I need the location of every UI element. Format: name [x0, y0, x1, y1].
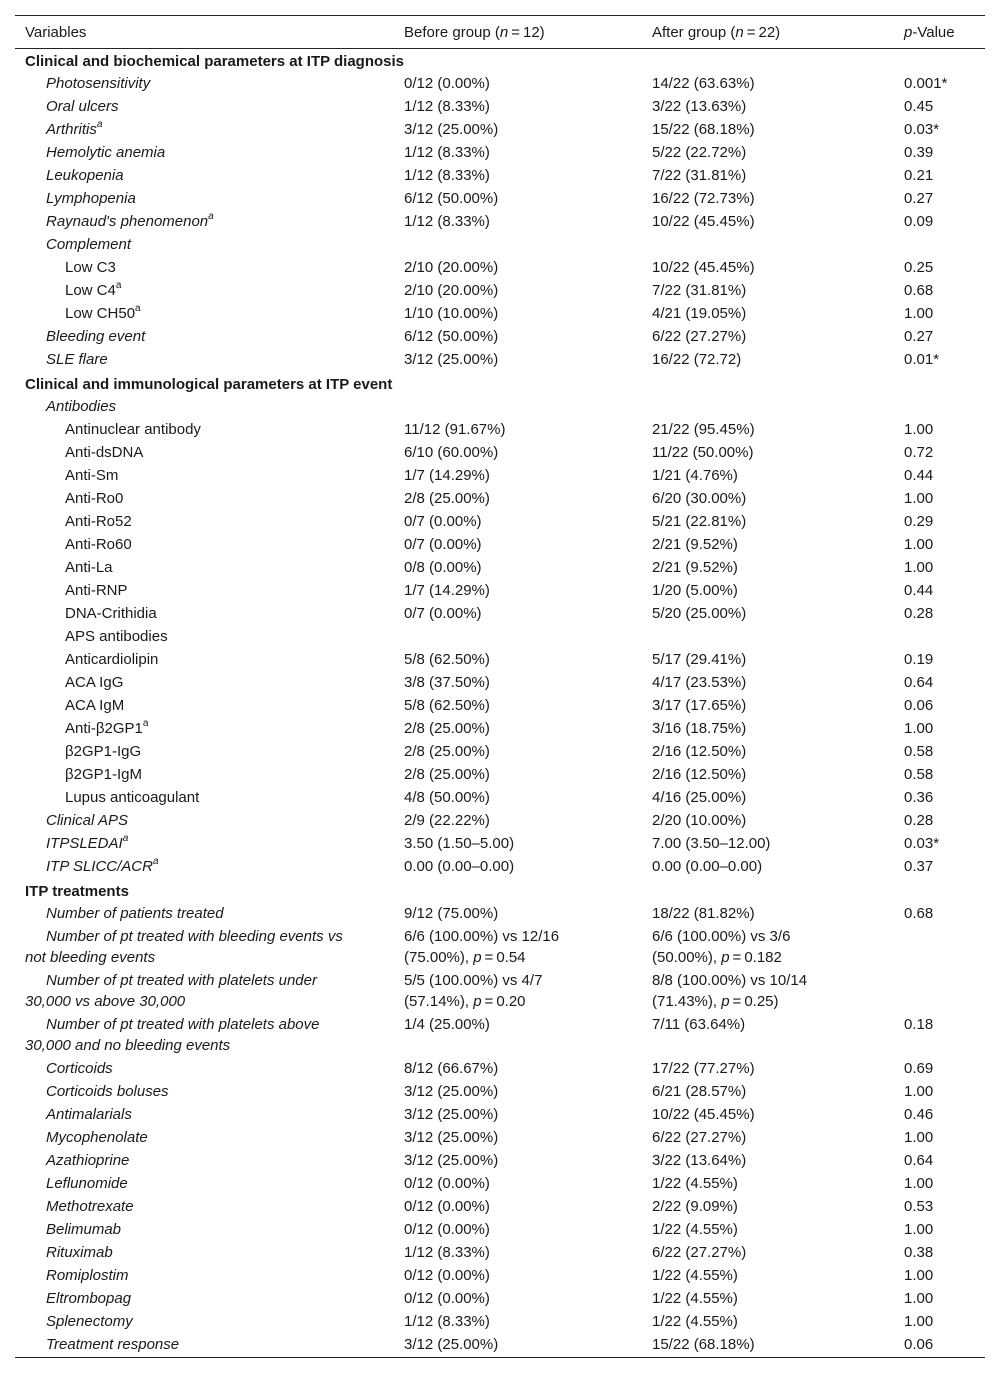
before-value: 6/10 (60.00%)	[404, 444, 499, 461]
p-value: 0.27	[904, 328, 934, 345]
table-row	[15, 488, 985, 511]
after-value: 3/17 (17.65%)	[652, 697, 747, 714]
table-row	[15, 419, 985, 442]
table-row	[15, 349, 985, 372]
p-value: 0.06	[904, 697, 934, 714]
table-row	[15, 1265, 985, 1288]
row-label: Anticardiolipin	[65, 651, 159, 668]
before-value: 1/12 (8.33%)	[404, 213, 490, 230]
before-value: 6/6 (100.00%) vs 12/16 (75.00%), p = 0.54	[404, 928, 560, 966]
before-value: 0/8 (0.00%)	[404, 559, 482, 576]
table-row	[15, 96, 985, 119]
after-value: 16/22 (72.72)	[652, 351, 742, 368]
row-label: Anti-dsDNA	[65, 444, 144, 461]
after-value: 15/22 (68.18%)	[652, 1336, 755, 1353]
row-label: Romiplostim	[46, 1267, 129, 1284]
table-row	[15, 465, 985, 488]
p-value	[894, 926, 985, 970]
after-value: 2/21 (9.52%)	[652, 536, 738, 553]
footnote-mark: a	[135, 303, 141, 314]
p-value: 0.44	[904, 467, 934, 484]
row-label: Antinuclear antibody	[65, 421, 201, 438]
after-value: 6/22 (27.27%)	[652, 1244, 747, 1261]
table-row	[15, 1334, 985, 1358]
row-label: Rituximab	[46, 1244, 113, 1261]
p-value: 0.68	[904, 905, 934, 922]
table-row	[15, 926, 985, 970]
subgroup-label: Complement	[46, 236, 132, 253]
p-value: 1.00	[904, 536, 934, 553]
after-value: 0.00 (0.00–0.00)	[652, 858, 763, 875]
row-label: Splenectomy	[46, 1313, 133, 1330]
table-row	[15, 810, 985, 833]
p-value: 1.00	[904, 1175, 934, 1192]
before-value: 1/12 (8.33%)	[404, 1313, 490, 1330]
after-value: 1/22 (4.55%)	[652, 1313, 738, 1330]
p-value: 0.19	[904, 651, 934, 668]
footnote-mark: a	[115, 280, 122, 291]
after-value: 2/20 (10.00%)	[652, 812, 747, 829]
before-value: 3/12 (25.00%)	[404, 1152, 499, 1169]
table-row	[15, 73, 985, 96]
row-label: Treatment response	[46, 1336, 180, 1353]
before-value: 3/12 (25.00%)	[404, 1083, 499, 1100]
after-value: 16/22 (72.73%)	[652, 190, 755, 207]
row-label: Clinical APS	[46, 812, 128, 829]
row-label: Leukopenia	[46, 167, 124, 184]
before-value: 3/12 (25.00%)	[404, 121, 499, 138]
section-header-row	[15, 879, 985, 903]
after-value: 7/22 (31.81%)	[652, 282, 747, 299]
after-value: 6/20 (30.00%)	[652, 490, 747, 507]
before-value: 3/8 (37.50%)	[404, 674, 490, 691]
before-value: 6/12 (50.00%)	[404, 328, 499, 345]
after-value: 18/22 (81.82%)	[652, 905, 755, 922]
row-label: Anti-Ro52	[65, 513, 132, 530]
after-value: 5/20 (25.00%)	[652, 605, 747, 622]
table-row	[15, 511, 985, 534]
after-value: 2/16 (12.50%)	[652, 743, 747, 760]
after-value: 7.00 (3.50–12.00)	[652, 835, 771, 852]
row-label: β2GP1-IgG	[65, 743, 142, 760]
p-value: 0.36	[904, 789, 934, 806]
after-value: 4/16 (25.00%)	[652, 789, 747, 806]
p-value: 0.29	[904, 513, 934, 530]
after-value: 6/22 (27.27%)	[652, 328, 747, 345]
before-value: 1/12 (8.33%)	[404, 1244, 490, 1261]
header-p-value: p-Value	[904, 23, 955, 41]
table-row	[15, 970, 985, 1014]
before-value: 0/7 (0.00%)	[404, 605, 482, 622]
after-value: 14/22 (63.63%)	[652, 75, 755, 92]
table-row	[15, 1288, 985, 1311]
before-value: 8/12 (66.67%)	[404, 1060, 499, 1077]
footnote-mark: a	[208, 211, 214, 222]
table-row	[15, 303, 985, 326]
table-row	[15, 1242, 985, 1265]
table-row	[15, 672, 985, 695]
row-label: Low C3	[65, 259, 116, 276]
before-value: 0/12 (0.00%)	[404, 1221, 490, 1238]
after-value: 10/22 (45.45%)	[652, 213, 755, 230]
after-value: 15/22 (68.18%)	[652, 121, 755, 138]
row-label: Oral ulcers	[46, 98, 119, 115]
table-row	[15, 1196, 985, 1219]
table-row	[15, 741, 985, 764]
before-value: 2/8 (25.00%)	[404, 743, 490, 760]
table-row	[15, 718, 985, 741]
table-row	[15, 856, 985, 879]
p-value: 0.18	[904, 1016, 934, 1033]
row-label: Lymphopenia	[46, 190, 136, 207]
table-row	[15, 626, 985, 649]
table-row	[15, 764, 985, 787]
before-value: 2/9 (22.22%)	[404, 812, 490, 829]
results-table-container	[15, 15, 985, 1358]
row-label: Anti-β2GP1$^a$	[65, 718, 149, 737]
before-value: 2/8 (25.00%)	[404, 766, 490, 783]
subgroup-label: APS antibodies	[65, 628, 168, 645]
p-value: 1.00	[904, 1267, 934, 1284]
table-row	[15, 142, 985, 165]
before-value: 1/7 (14.29%)	[404, 467, 490, 484]
after-value: 8/8 (100.00%) vs 10/14 (71.43%), p = 0.25)	[652, 972, 808, 1010]
table-row	[15, 1014, 985, 1058]
row-label: Number of pt treated with platelets under 30,000 vs above 30,000	[25, 972, 317, 1010]
row-label: Number of pt treated with platelets above 30,000 and no bleeding events	[25, 1016, 320, 1054]
after-value: 6/21 (28.57%)	[652, 1083, 747, 1100]
table-row	[15, 326, 985, 349]
p-value: 1.00	[904, 490, 934, 507]
table-row	[15, 188, 985, 211]
row-label: Number of patients treated	[46, 905, 224, 922]
after-value: 4/21 (19.05%)	[652, 305, 747, 322]
before-value: 0.00 (0.00–0.00)	[404, 858, 515, 875]
p-value: 0.53	[904, 1198, 934, 1215]
before-value: 2/8 (25.00%)	[404, 720, 490, 737]
after-value: 6/22 (27.27%)	[652, 1129, 747, 1146]
after-value: 21/22 (95.45%)	[652, 421, 755, 438]
after-value: 3/16 (18.75%)	[652, 720, 747, 737]
table-row	[15, 903, 985, 926]
after-value: 1/22 (4.55%)	[652, 1175, 738, 1192]
table-row	[15, 211, 985, 234]
p-value: 0.06	[904, 1336, 934, 1353]
p-value: 1.00	[904, 1129, 934, 1146]
before-value: 1/12 (8.33%)	[404, 98, 490, 115]
row-label: Corticoids	[46, 1060, 113, 1077]
after-value: 2/21 (9.52%)	[652, 559, 738, 576]
results-table	[15, 15, 985, 1358]
row-label: SLE flare	[46, 351, 108, 368]
table-row	[15, 580, 985, 603]
p-value: 0.01*	[904, 351, 940, 368]
before-value: 3/12 (25.00%)	[404, 351, 499, 368]
p-value: 1.00	[904, 1290, 934, 1307]
after-value: 11/22 (50.00%)	[652, 444, 754, 461]
p-value: 0.64	[904, 1152, 934, 1169]
before-value: 11/12 (91.67%)	[404, 421, 506, 438]
table-row	[15, 1127, 985, 1150]
after-value: 7/11 (63.64%)	[652, 1016, 746, 1033]
table-row	[15, 165, 985, 188]
row-label: Bleeding event	[46, 328, 146, 345]
section-title: ITP treatments	[25, 883, 129, 900]
p-value: 0.39	[904, 144, 934, 161]
after-value: 4/17 (23.53%)	[652, 674, 747, 691]
after-value: 2/16 (12.50%)	[652, 766, 747, 783]
p-value: 0.001*	[904, 75, 948, 92]
table-row	[15, 1150, 985, 1173]
p-value	[894, 970, 985, 1014]
before-value: 1/7 (14.29%)	[404, 582, 490, 599]
table-row	[15, 695, 985, 718]
p-value: 0.46	[904, 1106, 934, 1123]
p-value: 0.09	[904, 213, 934, 230]
p-value: 1.00	[904, 720, 934, 737]
before-value: 2/10 (20.00%)	[404, 259, 499, 276]
after-value: 2/22 (9.09%)	[652, 1198, 738, 1215]
before-value: 3/12 (25.00%)	[404, 1129, 499, 1146]
row-label: Anti-Ro0	[65, 490, 124, 507]
after-value: 1/22 (4.55%)	[652, 1221, 738, 1238]
table-row	[15, 442, 985, 465]
p-value: 0.38	[904, 1244, 934, 1261]
before-value: 2/8 (25.00%)	[404, 490, 490, 507]
before-value: 0/7 (0.00%)	[404, 513, 482, 530]
header-before-group: Before group (n = 12)	[404, 23, 545, 41]
before-value: 1/10 (10.00%)	[404, 305, 499, 322]
p-value: 1.00	[904, 421, 934, 438]
p-value: 0.58	[904, 743, 934, 760]
table-row	[15, 603, 985, 626]
p-value: 0.64	[904, 674, 934, 691]
table-row	[15, 1081, 985, 1104]
row-label: Low C4$^a$	[65, 280, 122, 299]
section-title: Clinical and immunological parameters at ITP event	[25, 376, 393, 393]
before-value: 0/12 (0.00%)	[404, 75, 490, 92]
table-row	[15, 787, 985, 810]
section-header-row	[15, 49, 985, 74]
after-value: 5/21 (22.81%)	[652, 513, 747, 530]
p-value: 1.00	[904, 1313, 934, 1330]
table-row	[15, 649, 985, 672]
p-value: 1.00	[904, 559, 934, 576]
after-value: 1/21 (4.76%)	[652, 467, 738, 484]
table-row	[15, 1311, 985, 1334]
row-label: ACA IgM	[65, 697, 125, 714]
before-value: 5/8 (62.50%)	[404, 651, 490, 668]
before-value: 2/10 (20.00%)	[404, 282, 499, 299]
after-value: 5/22 (22.72%)	[652, 144, 747, 161]
footnote-mark: a	[96, 119, 103, 130]
section-title: Clinical and biochemical parameters at ITP diagnosis	[25, 53, 405, 70]
footnote-mark: a	[122, 833, 129, 844]
before-value: 0/12 (0.00%)	[404, 1290, 490, 1307]
row-label: Photosensitivity	[46, 75, 151, 92]
p-value: 0.45	[904, 98, 934, 115]
row-label: Antimalarials	[46, 1106, 132, 1123]
header-after-group: After group (n = 22)	[652, 23, 781, 41]
before-value: 1/4 (25.00%)	[404, 1016, 490, 1033]
p-value: 0.44	[904, 582, 934, 599]
after-value: 7/22 (31.81%)	[652, 167, 747, 184]
before-value: 1/12 (8.33%)	[404, 144, 490, 161]
after-value: 17/22 (77.27%)	[652, 1060, 755, 1077]
row-label: Anti-Sm	[65, 467, 119, 484]
table-row	[15, 396, 985, 419]
table-row	[15, 534, 985, 557]
before-value: 0/12 (0.00%)	[404, 1198, 490, 1215]
p-value: 0.27	[904, 190, 934, 207]
table-row	[15, 280, 985, 303]
p-value: 0.28	[904, 605, 934, 622]
table-row	[15, 1219, 985, 1242]
row-label: β2GP1-IgM	[65, 766, 142, 783]
before-value: 0/7 (0.00%)	[404, 536, 482, 553]
footnote-mark: a	[152, 856, 159, 867]
after-value: 3/22 (13.64%)	[652, 1152, 747, 1169]
row-label: ITP SLICC/ACR$^a$	[46, 856, 159, 875]
row-label: Anti-Ro60	[65, 536, 132, 553]
row-label: ACA IgG	[65, 674, 124, 691]
before-value: 0/12 (0.00%)	[404, 1175, 490, 1192]
table-row	[15, 1173, 985, 1196]
before-value: 0/12 (0.00%)	[404, 1267, 490, 1284]
p-value: 0.68	[904, 282, 934, 299]
p-value: 0.37	[904, 858, 934, 875]
after-value: 1/22 (4.55%)	[652, 1290, 738, 1307]
footnote-mark: a	[142, 718, 149, 729]
p-value: 0.21	[904, 167, 934, 184]
before-value: 3.50 (1.50–5.00)	[404, 835, 515, 852]
row-label: Mycophenolate	[46, 1129, 148, 1146]
row-label: Hemolytic anemia	[46, 144, 166, 161]
before-value: 1/12 (8.33%)	[404, 167, 490, 184]
row-label: Eltrombopag	[46, 1290, 132, 1307]
before-value: 9/12 (75.00%)	[404, 905, 499, 922]
row-label: DNA-Crithidia	[65, 605, 157, 622]
before-value: 5/8 (62.50%)	[404, 697, 490, 714]
row-label: Low CH50$^a$	[65, 303, 141, 322]
section-header-row	[15, 372, 985, 396]
p-value: 0.03*	[904, 835, 940, 852]
table-header-row	[15, 16, 985, 49]
row-label: Lupus anticoagulant	[65, 789, 200, 806]
after-value: 5/17 (29.41%)	[652, 651, 747, 668]
row-label: Corticoids boluses	[46, 1083, 169, 1100]
header-variables: Variables	[25, 23, 87, 41]
row-label: Leflunomide	[46, 1175, 128, 1192]
table-row	[15, 833, 985, 856]
row-label: Methotrexate	[46, 1198, 134, 1215]
before-value: 3/12 (25.00%)	[404, 1106, 499, 1123]
p-value: 0.28	[904, 812, 934, 829]
table-row	[15, 234, 985, 257]
p-value: 0.03*	[904, 121, 940, 138]
p-value: 1.00	[904, 1221, 934, 1238]
after-value: 10/22 (45.45%)	[652, 259, 755, 276]
p-value: 0.72	[904, 444, 934, 461]
p-value: 1.00	[904, 305, 934, 322]
after-value: 10/22 (45.45%)	[652, 1106, 755, 1123]
table-row	[15, 1104, 985, 1127]
table-row	[15, 119, 985, 142]
table-row	[15, 557, 985, 580]
before-value: 3/12 (25.00%)	[404, 1336, 499, 1353]
row-label: ITPSLEDAI$^a$	[46, 833, 129, 852]
p-value: 1.00	[904, 1083, 934, 1100]
row-label: Anti-La	[65, 559, 113, 576]
before-value: 5/5 (100.00%) vs 4/7 (57.14%), p = 0.20	[404, 972, 543, 1010]
after-value: 3/22 (13.63%)	[652, 98, 747, 115]
row-label: Anti-RNP	[65, 582, 128, 599]
table-row	[15, 1058, 985, 1081]
row-label: Raynaud's phenomenon$^a$	[46, 211, 214, 230]
before-value: 6/12 (50.00%)	[404, 190, 499, 207]
row-label: Arthritis$^a$	[46, 119, 103, 138]
row-label: Number of pt treated with bleeding events vs not bleeding events	[25, 928, 343, 966]
subgroup-label: Antibodies	[46, 398, 117, 415]
row-label: Belimumab	[46, 1221, 122, 1238]
p-value: 0.58	[904, 766, 934, 783]
after-value: 1/20 (5.00%)	[652, 582, 738, 599]
p-value: 0.69	[904, 1060, 934, 1077]
table-row	[15, 257, 985, 280]
p-value: 0.25	[904, 259, 934, 276]
before-value: 4/8 (50.00%)	[404, 789, 490, 806]
row-label: Azathioprine	[46, 1152, 130, 1169]
after-value: 6/6 (100.00%) vs 3/6 (50.00%), p = 0.182	[652, 928, 791, 966]
after-value: 1/22 (4.55%)	[652, 1267, 738, 1284]
